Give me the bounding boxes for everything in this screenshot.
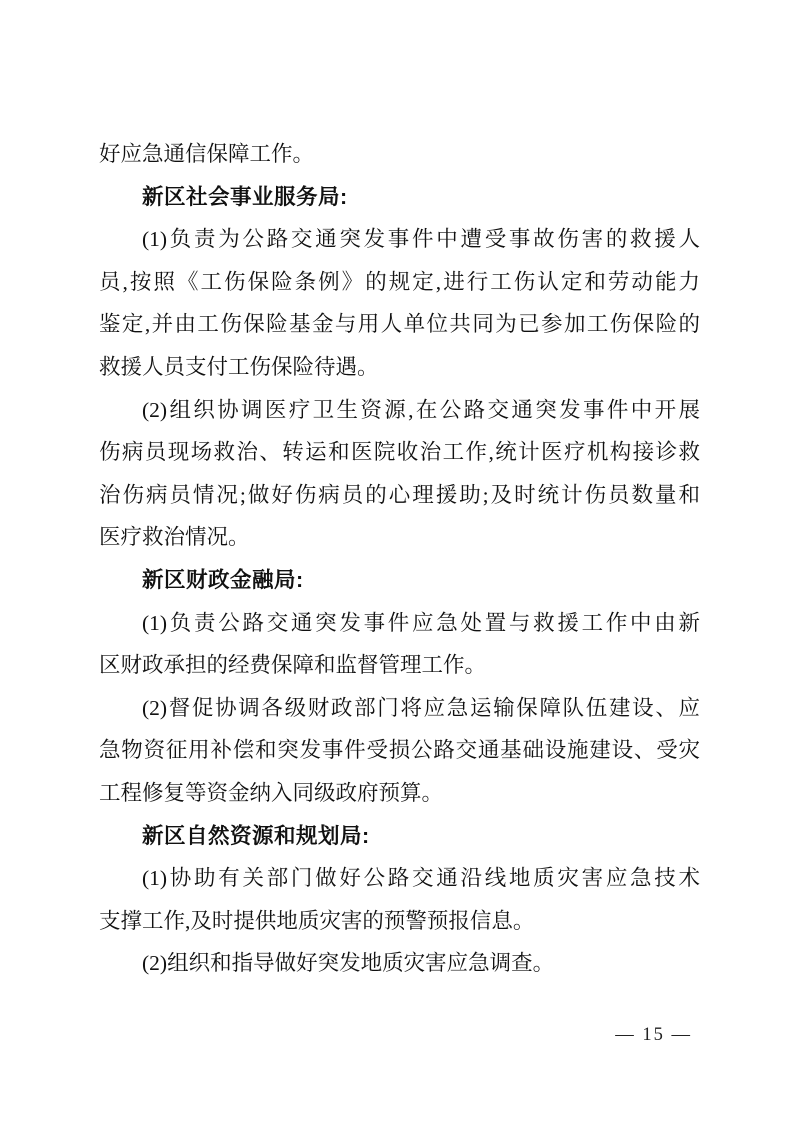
text-line: 急物资征用补偿和突发事件受损公路交通基础设施建设、受灾 (99, 738, 700, 763)
text-line: (2)组织和指导做好突发地质灾害应急调查。 (142, 951, 555, 976)
paragraph (99, 218, 700, 388)
paragraph (99, 602, 700, 687)
paragraph (99, 942, 700, 985)
section-heading: 新区自然资源和规划局: (142, 823, 370, 848)
text-line: 伤病员现场救治、转运和医院收治工作,统计医疗机构接诊救 (99, 440, 700, 465)
text-line: 医疗救治情况。 (99, 525, 250, 550)
text-line: 好应急通信保障工作。 (99, 142, 315, 166)
text-line: 治伤病员情况;做好伤病员的心理援助;及时统计伤员数量和 (99, 482, 700, 507)
section-heading: 新区财政金融局: (142, 567, 304, 592)
text-line: 员,按照《工伤保险条例》的规定,进行工伤认定和劳动能力 (99, 269, 700, 294)
section-heading: 新区社会事业服务局: (142, 184, 348, 209)
text-line: (2)督促协调各级财政部门将应急运输保障队伍建设、应 (142, 695, 700, 720)
paragraph (99, 389, 700, 559)
page-number: — 15 — (615, 1025, 692, 1045)
paragraph (99, 687, 700, 815)
text-line: 救援人员支付工伤保险待遇。 (99, 354, 379, 379)
text-line: (2)组织协调医疗卫生资源,在公路交通突发事件中开展 (142, 397, 700, 422)
text-line: 支撑工作,及时提供地质灾害的预警预报信息。 (99, 908, 535, 933)
paragraph (99, 857, 700, 942)
text-line: 工程修复等资金纳入同级政府预算。 (99, 780, 444, 805)
document-body (99, 133, 700, 985)
text-line: 区财政承担的经费保障和监督管理工作。 (99, 653, 487, 678)
text-line: (1)负责为公路交通突发事件中遭受事故伤害的救援人 (142, 227, 700, 252)
text-line: (1)负责公路交通突发事件应急处置与救援工作中由新 (142, 610, 700, 635)
text-line: (1)协助有关部门做好公路交通沿线地质灾害应急技术 (142, 866, 700, 891)
paragraph-continuation (99, 133, 700, 176)
text-line: 鉴定,并由工伤保险基金与用人单位共同为已参加工伤保险的 (99, 312, 700, 337)
